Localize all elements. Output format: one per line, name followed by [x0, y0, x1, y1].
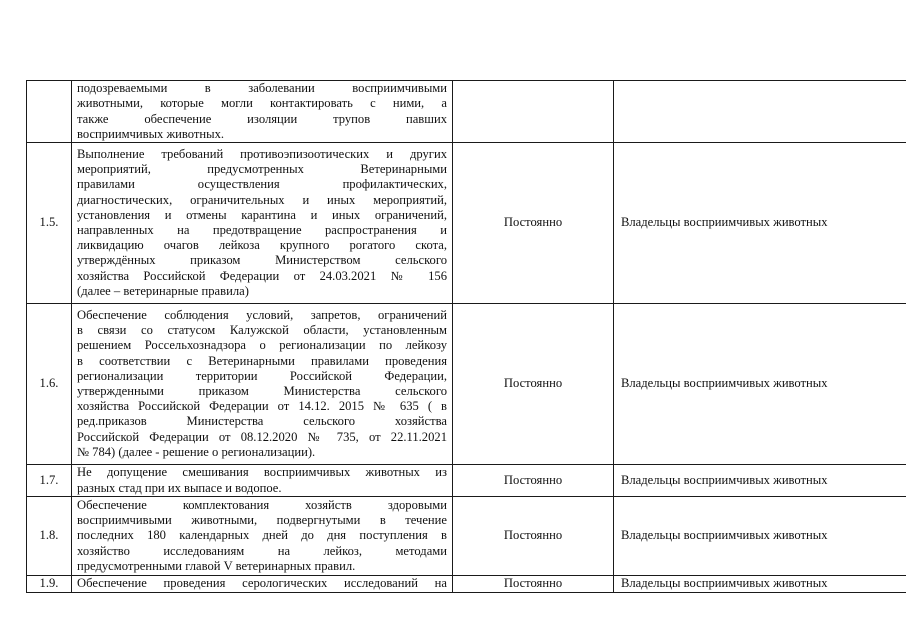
measure-text-line: решением Россельхознадзора о регионализации по лейкозу: [77, 338, 447, 353]
measure-responsible: Владельцы восприимчивых животных: [614, 576, 906, 593]
measure-text-line: утверждённых приказом Министерством сельского: [77, 253, 447, 268]
measure-description: [72, 81, 453, 143]
measure-term: Постоянно: [453, 465, 614, 497]
row-number: 1.7.: [27, 465, 72, 497]
measure-description: [72, 465, 453, 497]
measure-text-line: восприимчивыми животными, подвергнутыми в течение: [77, 513, 447, 528]
measure-description: [72, 497, 453, 576]
measure-term: [453, 81, 614, 143]
table-row: [27, 143, 906, 304]
measure-text-line: № 784) (далее - решение о регионализации).: [77, 444, 316, 459]
measure-responsible: Владельцы восприимчивых животных: [614, 465, 906, 497]
table-row: [27, 497, 906, 576]
measure-text-line: Обеспечение комплектования хозяйств здоровыми: [77, 497, 447, 512]
measure-text-line: Выполнение требований противоэпизоотических и других: [77, 146, 447, 161]
measure-text-line: также обеспечение изоляции трупов павших: [77, 111, 447, 126]
measure-text-line: Российской Федерации от 08.12.2020 № 735, от 22.11.2021: [77, 429, 447, 444]
row-number: 1.6.: [27, 304, 72, 465]
measure-term: Постоянно: [453, 143, 614, 304]
measure-text-line: хозяйства Российской Федерации от 14.12. 2015 № 635 ( в: [77, 399, 447, 414]
row-number: 1.5.: [27, 143, 72, 304]
measure-text-line: ликвидацию очагов лейкоза крупного рогатого скота,: [77, 238, 447, 253]
measure-description: [72, 143, 453, 304]
row-number: 1.9.: [27, 576, 72, 593]
measure-text-line: регионализации территории Российской Федерации,: [77, 368, 447, 383]
measure-text-line: утвержденными приказом Министерства сельского: [77, 384, 447, 398]
measure-responsible: Владельцы восприимчивых животных: [614, 497, 906, 576]
measure-text-line: Обеспечение соблюдения условий, запретов, ограничений: [77, 307, 447, 322]
measure-text-line: разных стад при их выпасе и водопое.: [77, 480, 282, 495]
measure-text-line: Не допущение смешивания восприимчивых животных из: [77, 465, 447, 480]
measure-text-line: подозреваемыми в заболевании восприимчивыми: [77, 81, 447, 96]
measure-text-line: установления и отмены карантина и иных ограничений,: [77, 207, 447, 222]
measure-description: [72, 576, 453, 593]
table-row: [27, 576, 906, 593]
measure-responsible: Владельцы восприимчивых животных: [614, 304, 906, 465]
measure-text-line: последних 180 календарных дней до дня поступления в: [77, 528, 447, 543]
measure-text-line: животными, которые могли контактировать с ними, а: [77, 96, 447, 111]
measure-text-line: Обеспечение проведения серологических исследований на: [77, 576, 447, 590]
measure-text-line: (далее – ветеринарные правила): [77, 283, 249, 298]
measure-text-line: предусмотренными главой V ветеринарных правил.: [77, 558, 356, 573]
measure-text-line: в соответствии с Ветеринарными правилами проведения: [77, 353, 447, 368]
table-row: [27, 304, 906, 465]
measure-text-line: правилами осуществления профилактических,: [77, 177, 447, 192]
table-row: [27, 81, 906, 143]
measure-text-line: в связи со статусом Калужской области, установленным: [77, 323, 447, 338]
measure-text-line: ред.приказов Министерства сельского хозяйства: [77, 414, 447, 429]
measure-text-line: хозяйство исследованиям на лейкоз, методами: [77, 543, 447, 558]
measure-text-line: хозяйства Российской Федерации от 24.03.2021 № 156: [77, 268, 447, 283]
measures-table: [26, 80, 906, 593]
measure-term: Постоянно: [453, 497, 614, 576]
measure-text-line: мероприятий, предусмотренных Ветеринарными: [77, 162, 447, 177]
measure-responsible: Владельцы восприимчивых животных: [614, 143, 906, 304]
measures-table-body: [27, 81, 906, 593]
measure-term: Постоянно: [453, 576, 614, 593]
row-number: [27, 81, 72, 143]
measure-text-line: восприимчивых животных.: [77, 126, 225, 141]
table-row: [27, 465, 906, 497]
measure-term: Постоянно: [453, 304, 614, 465]
row-number: 1.8.: [27, 497, 72, 576]
measure-text-line: диагностических, ограничительных и иных мероприятий,: [77, 192, 447, 207]
measure-description: [72, 304, 453, 465]
measure-responsible: [614, 81, 906, 143]
measure-text-line: направленных на предотвращение распространения и: [77, 223, 447, 237]
